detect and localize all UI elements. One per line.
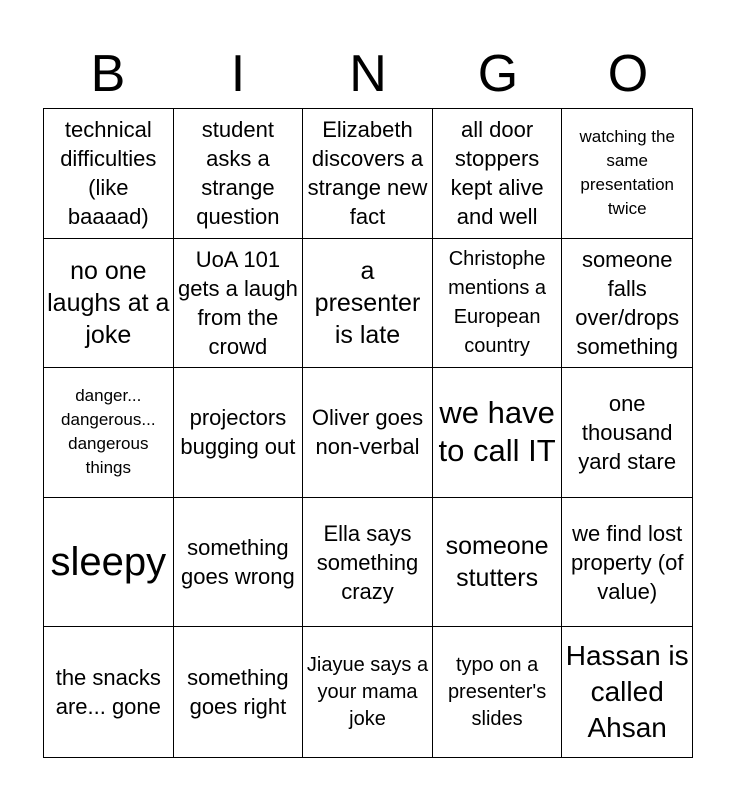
bingo-cell-label: technical difficulties (like baaaad): [60, 117, 157, 230]
bingo-cell-label: all door stoppers kept alive and well: [450, 117, 544, 230]
bingo-cell[interactable]: [433, 627, 563, 757]
bingo-cell-label: projectors bugging out: [180, 405, 296, 460]
bingo-cell-label: something goes wrong: [181, 535, 295, 590]
bingo-cell[interactable]: [44, 368, 174, 498]
bingo-cell[interactable]: [174, 109, 304, 239]
bingo-grid: [43, 108, 693, 758]
bingo-cell[interactable]: [174, 627, 304, 757]
bingo-cell-label: Elizabeth discovers a strange new fact: [307, 117, 428, 230]
bingo-cell[interactable]: [303, 368, 433, 498]
bingo-cell-label: no one laughs at a joke: [47, 256, 170, 349]
bingo-cell-label: Jiayue says a your mama joke: [306, 653, 429, 730]
bingo-cell[interactable]: [303, 627, 433, 757]
bingo-cell-label: danger... dangerous... dangerous things: [61, 386, 156, 478]
bingo-cell-label: one thousand yard stare: [578, 390, 677, 474]
bingo-cell[interactable]: [562, 239, 692, 369]
bingo-header: [43, 40, 693, 108]
bingo-cell[interactable]: [433, 368, 563, 498]
bingo-cell[interactable]: [174, 498, 304, 628]
bingo-cell[interactable]: [44, 627, 174, 757]
bingo-cell[interactable]: [44, 109, 174, 239]
bingo-cell[interactable]: [562, 498, 692, 628]
header-letter-o: O: [607, 45, 649, 103]
bingo-cell-label: Hassan is called Ahsan: [565, 640, 689, 744]
bingo-cell-label: Oliver goes non-verbal: [311, 405, 424, 460]
header-letter-g: G: [477, 45, 519, 103]
bingo-cell-label: something goes right: [187, 665, 289, 720]
bingo-cell[interactable]: [44, 498, 174, 628]
bingo-cell[interactable]: [562, 368, 692, 498]
bingo-cell[interactable]: [433, 109, 563, 239]
bingo-cell[interactable]: [562, 627, 692, 757]
bingo-cell[interactable]: [433, 239, 563, 369]
bingo-cell[interactable]: [174, 239, 304, 369]
bingo-cell-label: UoA 101 gets a laugh from the crowd: [177, 246, 298, 359]
bingo-cell-label: someone stutters: [445, 532, 549, 593]
bingo-cell[interactable]: [303, 498, 433, 628]
bingo-cell[interactable]: [174, 368, 304, 498]
header-letter-i: I: [230, 45, 246, 103]
bingo-cell[interactable]: [303, 109, 433, 239]
bingo-cell-label: sleepy: [50, 540, 167, 585]
bingo-cell[interactable]: [433, 498, 563, 628]
bingo-cell-label: the snacks are... gone: [55, 665, 161, 720]
bingo-cell-label: Ella says something crazy: [316, 520, 419, 604]
bingo-cell-label: typo on a presenter's slides: [447, 653, 547, 730]
bingo-cell-label: someone falls over/drops something: [575, 246, 680, 359]
bingo-cell[interactable]: [303, 239, 433, 369]
header-letter-n: N: [349, 45, 387, 103]
bingo-cell[interactable]: [44, 239, 174, 369]
bingo-cell-label: watching the same presentation twice: [579, 127, 675, 219]
header-letter-b: B: [90, 45, 126, 103]
bingo-cell-label: we find lost property (of value): [570, 520, 684, 604]
bingo-cell[interactable]: [562, 109, 692, 239]
bingo-cell-label: we have to call IT: [438, 395, 556, 469]
bingo-cell-label: student asks a strange question: [196, 117, 280, 230]
bingo-cell-label: a presenter is late: [314, 256, 421, 349]
bingo-cell-label: Christophe mentions a European country: [448, 247, 547, 357]
